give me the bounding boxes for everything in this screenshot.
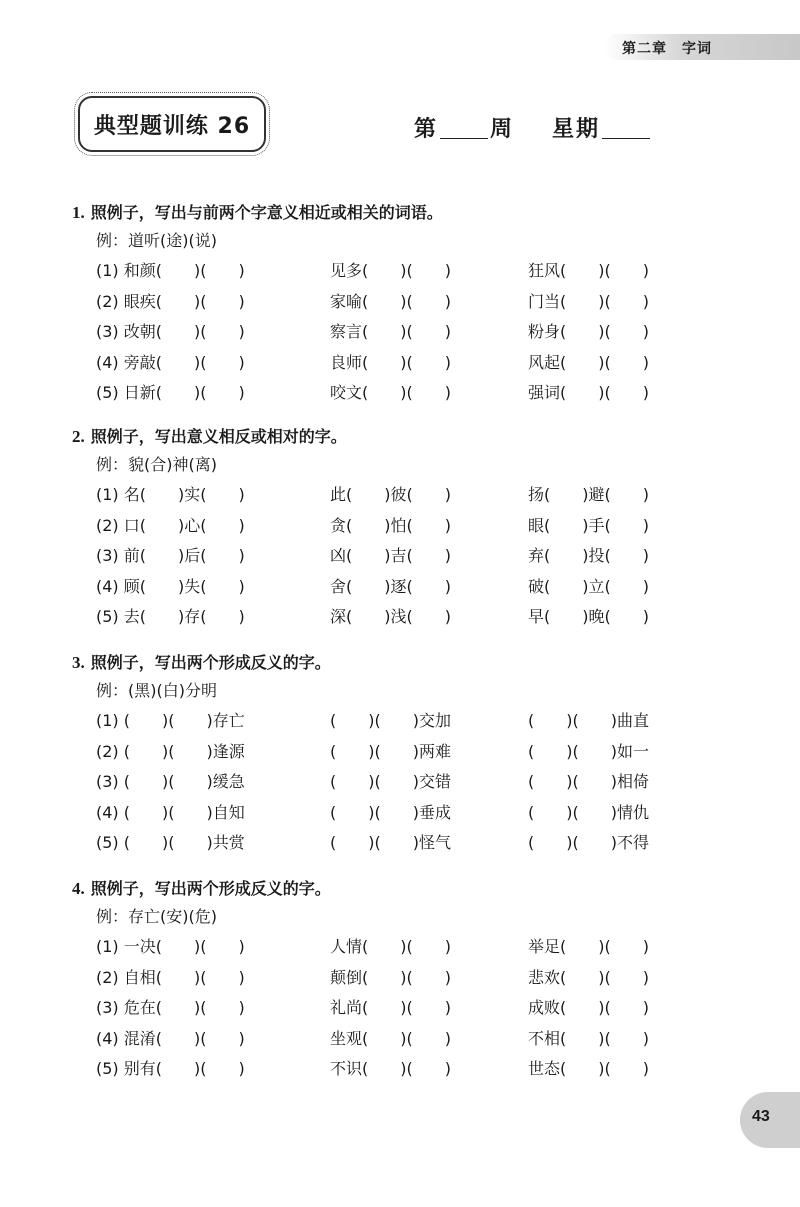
fill-in-item[interactable]: (4) 顾( )失( )	[96, 576, 245, 596]
week-blank[interactable]	[440, 138, 488, 139]
question-3-title	[72, 650, 331, 673]
question-text: 照例子，写出意义相反或相对的字。	[90, 427, 347, 446]
exercise-title: 典型题训练 26	[93, 113, 251, 139]
fill-in-item[interactable]: ( )( )如一	[528, 741, 649, 761]
fill-in-item[interactable]: 不识( )( )	[330, 1059, 451, 1078]
fill-in-item[interactable]: 破( )立( )	[528, 576, 649, 596]
fill-in-item[interactable]: 世态( )( )	[528, 1059, 649, 1078]
fill-in-item[interactable]: (3) 前( )后( )	[96, 546, 245, 565]
question-number: 2.	[72, 427, 85, 446]
question-1-example: 例：道听(途)(说)	[96, 231, 217, 250]
fill-in-item[interactable]: (2) 眼疾( )( )	[96, 291, 245, 311]
fill-in-item[interactable]: (3) 改朝( )( )	[96, 322, 245, 341]
question-number: 3.	[72, 653, 85, 672]
question-1-row	[96, 319, 696, 343]
fill-in-item[interactable]: (5) 别有( )( )	[96, 1059, 245, 1078]
fill-in-item[interactable]: 凶( )吉( )	[330, 546, 451, 565]
fill-in-item[interactable]: ( )( )怪气	[330, 833, 451, 852]
question-4-example: 例：存亡(安)(危)	[96, 907, 217, 926]
fill-in-item[interactable]: ( )( )交错	[330, 772, 451, 791]
fill-in-item[interactable]: (2) 自相( )( )	[96, 967, 245, 987]
question-text: 照例子，写出与前两个字意义相近或相关的词语。	[90, 203, 443, 222]
fill-in-item[interactable]: ( )( )垂成	[330, 802, 451, 822]
fill-in-item[interactable]: ( )( )不得	[528, 833, 649, 852]
fill-in-item[interactable]: 粉身( )( )	[528, 322, 649, 341]
question-1-row	[96, 350, 696, 374]
fill-in-item[interactable]: (2) 口( )心( )	[96, 515, 245, 535]
fill-in-item[interactable]: (5) ( )( )共赏	[96, 833, 245, 852]
fill-in-item[interactable]: 强词( )( )	[528, 383, 649, 402]
fill-in-item[interactable]: 人情( )( )	[330, 937, 451, 956]
question-4-row	[96, 934, 696, 958]
fill-in-item[interactable]: (1) 和颜( )( )	[96, 261, 245, 280]
weekday-label: 星期	[552, 117, 601, 142]
fill-in-item[interactable]: 此( )彼( )	[330, 485, 451, 504]
question-1-title	[72, 200, 443, 223]
fill-in-item[interactable]: (2) ( )( )逢源	[96, 741, 245, 761]
question-3-row	[96, 708, 696, 732]
question-3-row	[96, 769, 696, 793]
fill-in-item[interactable]: ( )( )相倚	[528, 772, 649, 791]
fill-in-item[interactable]: 悲欢( )( )	[528, 967, 649, 987]
page-number-tab	[740, 1092, 800, 1148]
fill-in-item[interactable]: 狂风( )( )	[528, 261, 649, 280]
weekday-blank[interactable]	[602, 138, 650, 139]
fill-in-item[interactable]: 礼尚( )( )	[330, 998, 451, 1017]
question-number: 4.	[72, 879, 85, 898]
question-4-title	[72, 876, 331, 899]
chapter-label: 第二章 字词	[622, 41, 712, 57]
question-4-row	[96, 1056, 696, 1080]
fill-in-item[interactable]: (5) 去( )存( )	[96, 607, 245, 626]
page-number: 43	[752, 1108, 770, 1125]
question-4-row	[96, 1026, 696, 1050]
fill-in-item[interactable]: 举足( )( )	[528, 937, 649, 956]
fill-in-item[interactable]: 深( )浅( )	[330, 607, 451, 626]
fill-in-item[interactable]: (1) ( )( )存亡	[96, 711, 245, 730]
fill-in-item[interactable]: (4) 旁敲( )( )	[96, 352, 245, 372]
week-di-label: 第	[414, 117, 439, 142]
fill-in-item[interactable]: ( )( )情仇	[528, 802, 649, 822]
question-2-row	[96, 543, 696, 567]
fill-in-item[interactable]: 家喻( )( )	[330, 291, 451, 311]
fill-in-item[interactable]: (5) 日新( )( )	[96, 383, 245, 402]
question-number: 1.	[72, 203, 85, 222]
question-2-example: 例：貌(合)神(离)	[96, 455, 217, 474]
fill-in-item[interactable]: ( )( )曲直	[528, 711, 649, 730]
fill-in-item[interactable]: 门当( )( )	[528, 291, 649, 311]
fill-in-item[interactable]: 颠倒( )( )	[330, 967, 451, 987]
question-1-row	[96, 258, 696, 282]
fill-in-item[interactable]: 见多( )( )	[330, 261, 451, 280]
question-3-row	[96, 830, 696, 854]
question-3-row	[96, 800, 696, 824]
question-text: 照例子，写出两个形成反义的字。	[90, 879, 331, 898]
question-2-row	[96, 513, 696, 537]
fill-in-item[interactable]: ( )( )交加	[330, 711, 451, 730]
question-4-row	[96, 965, 696, 989]
question-2-row	[96, 604, 696, 628]
fill-in-item[interactable]: 舍( )逐( )	[330, 576, 451, 596]
fill-in-item[interactable]: ( )( )两难	[330, 741, 451, 761]
fill-in-item[interactable]: 弃( )投( )	[528, 546, 649, 565]
fill-in-item[interactable]: (4) ( )( )自知	[96, 802, 245, 822]
fill-in-item[interactable]: 早( )晚( )	[528, 607, 649, 626]
fill-in-item[interactable]: 眼( )手( )	[528, 515, 649, 535]
fill-in-item[interactable]: 成败( )( )	[528, 998, 649, 1017]
fill-in-item[interactable]: 坐观( )( )	[330, 1028, 451, 1048]
question-2-row	[96, 574, 696, 598]
fill-in-item[interactable]: (4) 混淆( )( )	[96, 1028, 245, 1048]
question-4-row	[96, 995, 696, 1019]
fill-in-item[interactable]: 良师( )( )	[330, 352, 451, 372]
fill-in-item[interactable]: 风起( )( )	[528, 352, 649, 372]
question-text: 照例子，写出两个形成反义的字。	[90, 653, 331, 672]
question-1-row	[96, 380, 696, 404]
fill-in-item[interactable]: 察言( )( )	[330, 322, 451, 341]
fill-in-item[interactable]: 咬文( )( )	[330, 383, 451, 402]
week-zhou-label: 周	[490, 117, 515, 142]
question-2-row	[96, 482, 696, 506]
fill-in-item[interactable]: 贪( )怕( )	[330, 515, 451, 535]
fill-in-item[interactable]: 扬( )避( )	[528, 485, 649, 504]
question-1-row	[96, 289, 696, 313]
fill-in-item[interactable]: (1) 一决( )( )	[96, 937, 245, 956]
question-3-row	[96, 739, 696, 763]
exercise-title-box	[78, 96, 266, 152]
fill-in-item[interactable]: (3) ( )( )缓急	[96, 772, 245, 791]
question-3-example: 例：(黑)(白)分明	[96, 681, 217, 700]
fill-in-item[interactable]: (3) 危在( )( )	[96, 998, 245, 1017]
fill-in-item[interactable]: (1) 名( )实( )	[96, 485, 245, 504]
question-2-title	[72, 424, 347, 447]
fill-in-item[interactable]: 不相( )( )	[528, 1028, 649, 1048]
